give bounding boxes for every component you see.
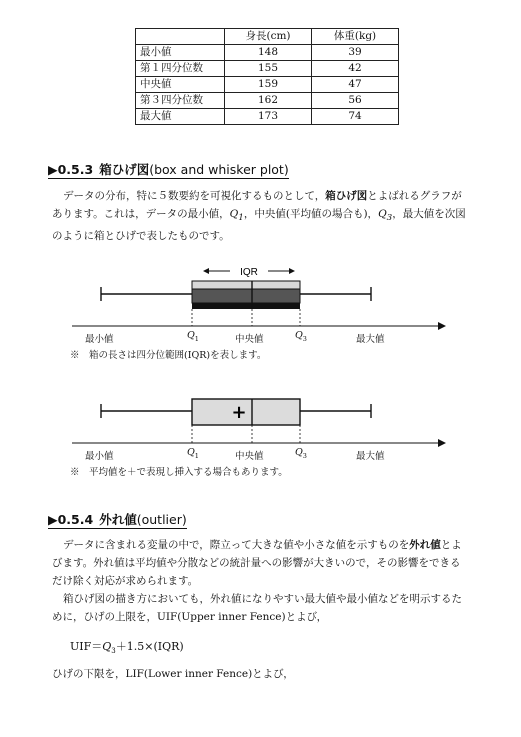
text-line: だけ除く対応が求められます。 <box>52 575 199 587</box>
text-run: データに含まれる変量の中で，際立って大きな値や小さな値を示すものを <box>63 539 410 551</box>
axis-arrowhead <box>438 439 446 447</box>
table-cell: 74 <box>312 109 399 125</box>
table-cell: 159 <box>225 77 312 93</box>
table-cell: 148 <box>225 45 312 61</box>
uif-formula: $UIF=Q_3+1.5\times(IQR)$ <box>70 640 184 656</box>
table-cell: 42 <box>312 61 399 77</box>
text-run: のように箱とひげで表したものです。 <box>52 230 230 243</box>
axis-arrowhead <box>438 322 446 330</box>
text-line: びます。外れ値は平均値や分散などの統計量への影響が大きいので，その影響をできる <box>52 557 461 569</box>
section-heading-box-plot <box>48 160 289 178</box>
label-q1: $Q_1$ <box>187 447 199 460</box>
table-cell: 最小値 <box>136 45 225 61</box>
section-subtitle: (outlier) <box>136 512 187 527</box>
text-run: とよばれるグラフが <box>367 190 462 202</box>
section-title: 箱ひげ図 <box>99 162 150 177</box>
table-cell: 中央値 <box>136 77 225 93</box>
label-q3: $Q_3$ <box>295 447 307 460</box>
label-max: 最大値 <box>356 334 385 345</box>
label-median: 中央値 <box>235 451 264 462</box>
paragraph-box-plot-intro <box>52 187 472 245</box>
table-row <box>136 93 399 109</box>
text-line: めに，ひげの上限を，UIF(Upper inner Fence)とよび， <box>52 611 328 623</box>
table-cell: 第３四分位数 <box>136 93 225 109</box>
text-run: ，中央値(平均値の場合も)， <box>243 208 379 220</box>
guide-lines <box>192 425 300 443</box>
paragraph-lif <box>52 665 472 683</box>
stats-table <box>135 28 399 125</box>
table-cell: 最大値 <box>136 109 225 125</box>
table-cell: 47 <box>312 77 399 93</box>
table-row <box>136 45 399 61</box>
section-subtitle: (box and whisker plot) <box>149 162 289 177</box>
table-header-row <box>136 29 399 45</box>
section-number: ▶0.5.3 <box>48 162 94 177</box>
emphasis-term: 箱ひげ図 <box>325 190 368 202</box>
diagram-note: ※ 箱の長さは四分位範囲(IQR)を表します。 <box>70 350 267 361</box>
label-min: 最小値 <box>85 451 114 462</box>
table-header-cell <box>136 29 225 45</box>
section-number: ▶0.5.4 <box>48 512 94 527</box>
iqr-label: IQR <box>240 267 258 278</box>
table-cell: 155 <box>225 61 312 77</box>
table-header-cell: 身長(cm) <box>225 29 312 45</box>
q3-symbol: $Q_3$ <box>378 208 393 224</box>
table-cell: 56 <box>312 93 399 109</box>
mean-marker: + <box>231 402 247 423</box>
guide-lines <box>192 309 300 326</box>
text-run: あります。これは，データの最小値， <box>52 208 230 220</box>
paragraph-outlier <box>52 536 472 626</box>
table-row <box>136 61 399 77</box>
text-line: ひげの下限を，LIF(Lower inner Fence)とよび， <box>52 668 294 680</box>
iqr-box <box>192 281 300 309</box>
table-cell: 162 <box>225 93 312 109</box>
table-row <box>136 109 399 125</box>
section-heading-outlier <box>48 510 187 528</box>
label-max: 最大値 <box>356 451 385 462</box>
diagram-note: ※ 平均値を＋で表現し挿入する場合もあります。 <box>70 467 288 478</box>
table-header-cell: 体重(kg) <box>312 29 399 45</box>
table-cell: 173 <box>225 109 312 125</box>
q1-symbol: $Q_1$ <box>229 208 244 224</box>
table-cell: 39 <box>312 45 399 61</box>
table-row <box>136 77 399 93</box>
text-line: 箱ひげ図の描き方においても，外れ値になりやすい最大値や最小値などを明示するた <box>63 593 462 605</box>
text-run: とよ <box>440 539 462 551</box>
label-q1: $Q_1$ <box>187 330 199 343</box>
label-min: 最小値 <box>85 334 114 345</box>
section-title: 外れ値 <box>99 512 137 527</box>
label-median: 中央値 <box>235 334 264 345</box>
label-q3: $Q_3$ <box>295 330 307 343</box>
text-run: データの分布，特に５数要約を可視化するものとして， <box>63 190 326 202</box>
text-run: ，最大値を次図 <box>392 208 466 220</box>
table-cell: 第１四分位数 <box>136 61 225 77</box>
emphasis-term: 外れ値 <box>409 539 441 551</box>
